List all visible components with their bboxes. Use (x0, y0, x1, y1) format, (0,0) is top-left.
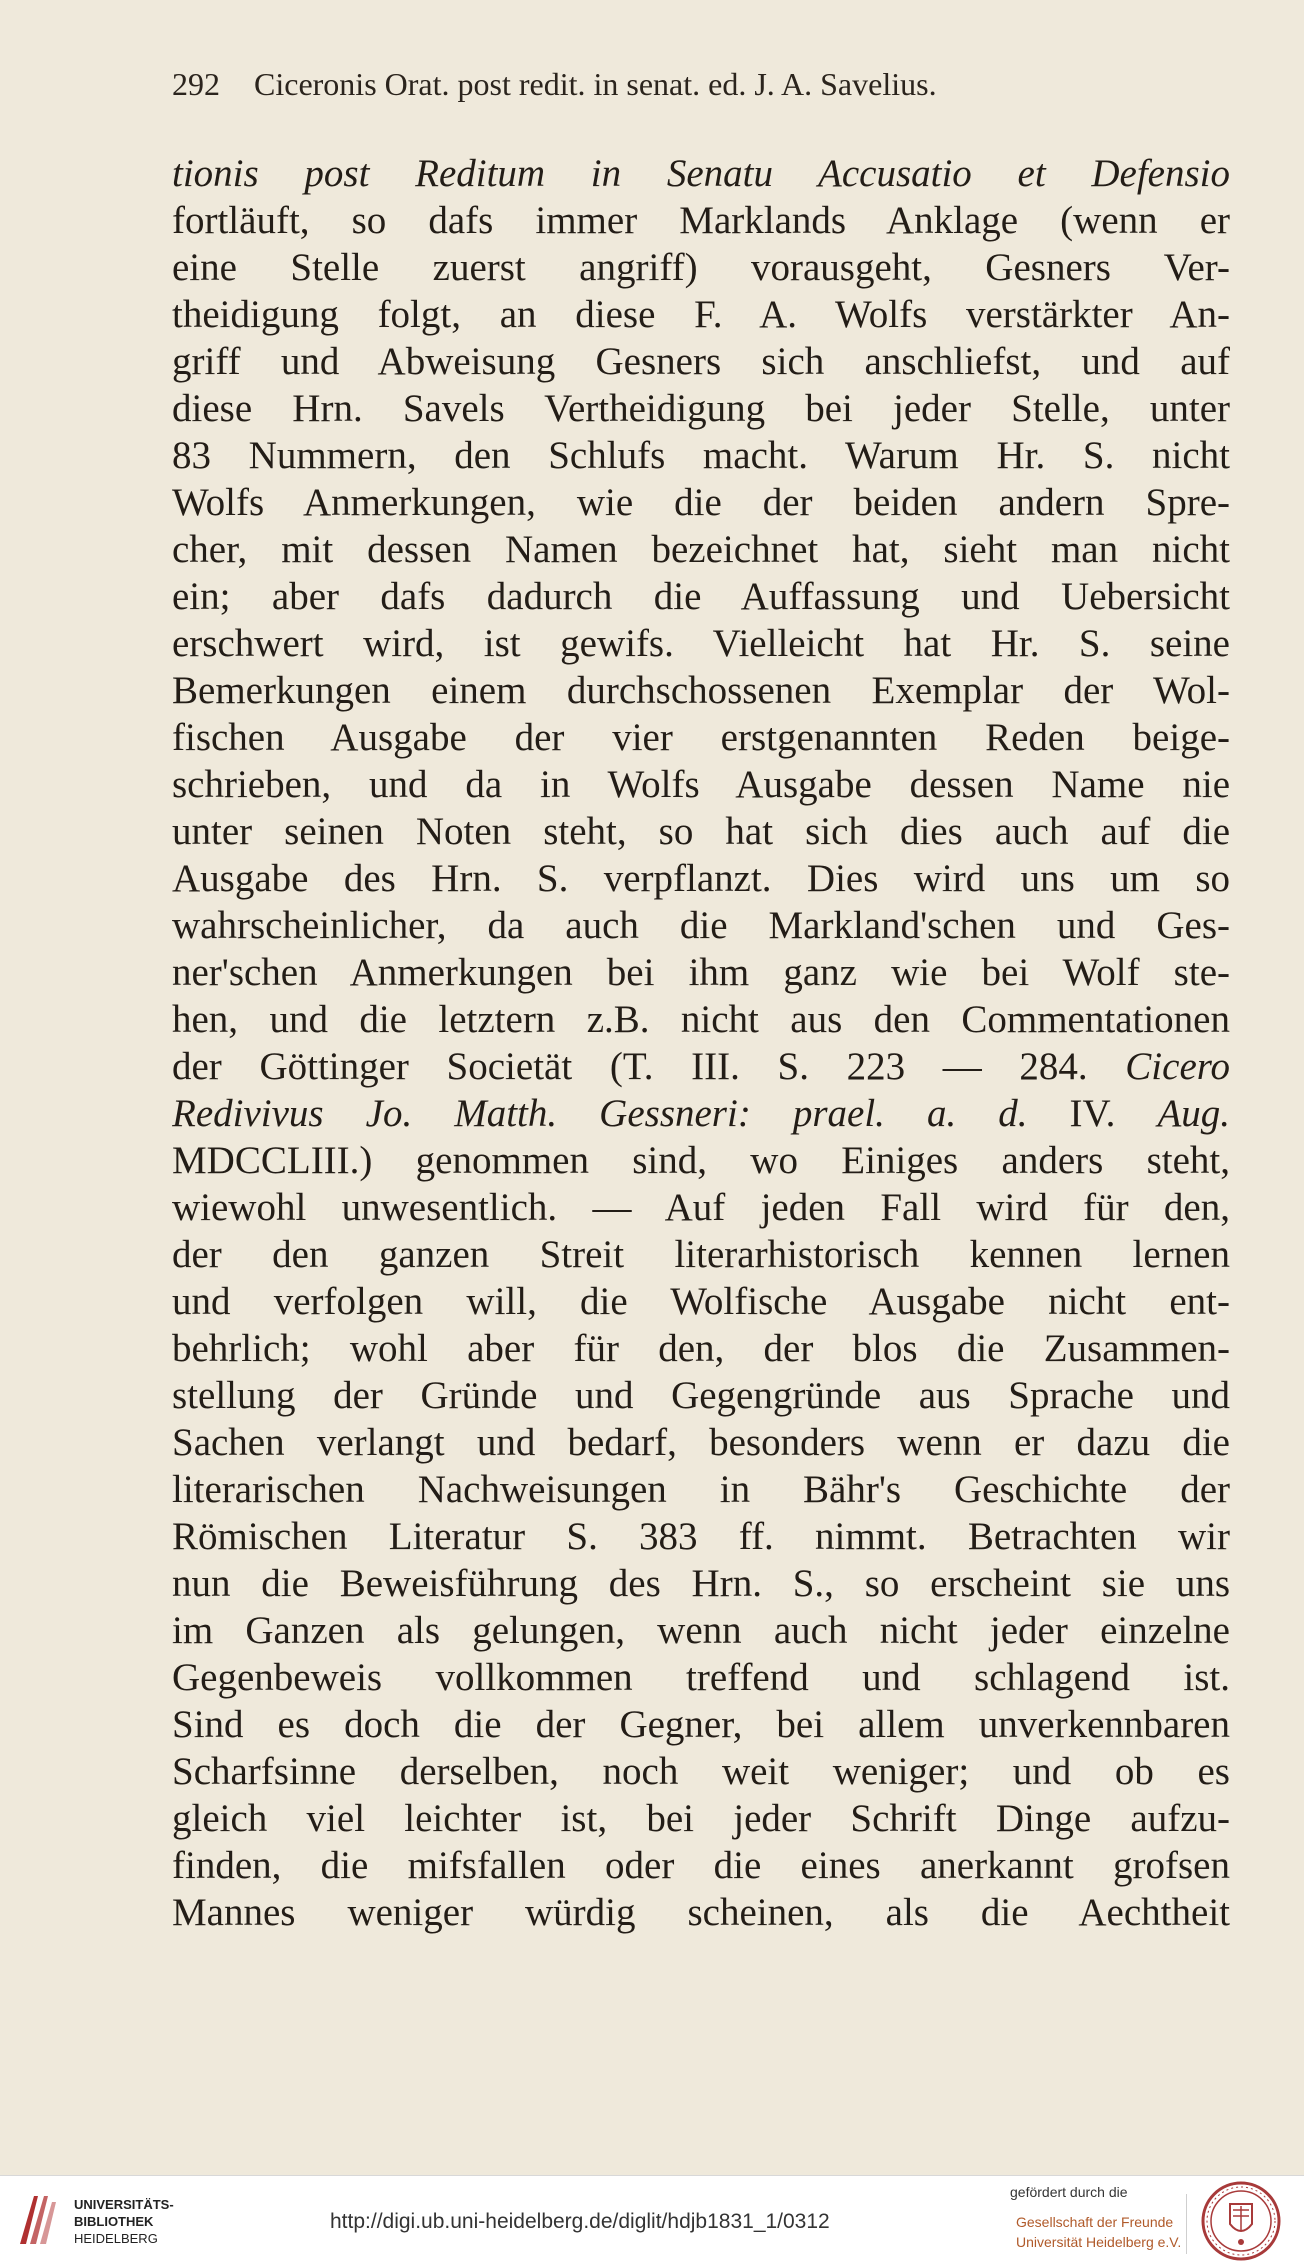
library-name-line: UNIVERSITÄTS- (74, 2197, 174, 2212)
text-line: cher, mit dessen Namen bezeichnet hat, sieht man nicht (172, 528, 1230, 571)
text-line: griff und Abweisung Gesners sich anschliefst, und auf (172, 340, 1230, 383)
text-line: erschwert wird, ist gewifs. Vielleicht hat Hr. S. seine (172, 622, 1230, 665)
text-line: fortläuft, so dafs immer Marklands Anklage (wenn er (172, 199, 1230, 242)
library-name (74, 2196, 174, 2247)
text-line: ein; aber dafs dadurch die Auffassung und Uebersicht (172, 575, 1230, 618)
text-line-mixed (172, 1090, 1230, 1137)
text-line: tionis post Reditum in Senatu Accusatio et Defensio (172, 152, 1230, 195)
text-line: 83 Nummern, den Schlufs macht. Warum Hr. S. nicht (172, 434, 1230, 477)
text-line: unter seinen Noten steht, so hat sich dies auch auf die (172, 810, 1230, 853)
text-line: Scharfsinne derselben, noch weit weniger; und ob es (172, 1750, 1230, 1793)
running-title: Ciceronis Orat. post redit. in senat. ed. J. A. Savelius. (254, 66, 937, 102)
text-line: MDCCLIII.) genommen sind, wo Einiges anders steht, (172, 1139, 1230, 1182)
text-line: diese Hrn. Savels Vertheidigung bei jeder Stelle, unter (172, 387, 1230, 430)
text-segment-italic: Cicero (1125, 1045, 1230, 1088)
text-line: gleich viel leichter ist, bei jeder Schrift Dinge aufzu- (172, 1797, 1230, 1840)
text-line: theidigung folgt, an diese F. A. Wolfs verstärkter An- (172, 293, 1230, 336)
text-line: Ausgabe des Hrn. S. verpflanzt. Dies wird uns um so (172, 857, 1230, 900)
text-segment-italic: Aug. (1157, 1092, 1230, 1135)
text-line: behrlich; wohl aber für den, der blos die Zusammen- (172, 1327, 1230, 1370)
text-line-mixed (172, 1043, 1230, 1090)
text-line: eine Stelle zuerst angriff) vorausgeht, Gesners Ver- (172, 246, 1230, 289)
text-line: Römischen Literatur S. 383 ff. nimmt. Betrachten wir (172, 1515, 1230, 1558)
text-line: im Ganzen als gelungen, wenn auch nicht jeder einzelne (172, 1609, 1230, 1652)
digitization-footer (0, 2175, 1304, 2265)
text-line: Sind es doch die der Gegner, bei allem unverkennbaren (172, 1703, 1230, 1746)
library-logo-icon (14, 2190, 58, 2250)
text-line: Gegenbeweis vollkommen treffend und schlagend ist. (172, 1656, 1230, 1699)
text-line: finden, die mifsfallen oder die eines anerkannt grofsen (172, 1844, 1230, 1887)
text-line: literarischen Nachweisungen in Bähr's Geschichte der (172, 1468, 1230, 1511)
text-line: Sachen verlangt und bedarf, besonders wenn er dazu die (172, 1421, 1230, 1464)
text-segment-italic: Redivivus Jo. Matth. Gessneri: prael. a. d. (172, 1092, 1028, 1135)
text-line: wahrscheinlicher, da auch die Markland'schen und Ges- (172, 904, 1230, 947)
text-line: Bemerkungen einem durchschossenen Exemplar der Wol- (172, 669, 1230, 712)
text-line: Mannes weniger würdig scheinen, als die Aechtheit (172, 1891, 1230, 1934)
library-name-line: HEIDELBERG (74, 2231, 158, 2246)
footer-divider (1186, 2194, 1187, 2254)
body-text (172, 150, 1230, 1936)
text-line: nun die Beweisführung des Hrn. S., so erscheint sie uns (172, 1562, 1230, 1605)
sponsor-name (1016, 2212, 1181, 2252)
text-line: schrieben, und da in Wolfs Ausgabe dessen Name nie (172, 763, 1230, 806)
text-segment: der Göttinger Societät (T. III. S. 223 — 284. (172, 1045, 1088, 1088)
running-header (172, 66, 1130, 103)
text-line: hen, und die letztern z.B. nicht aus den Commentationen (172, 998, 1230, 1041)
text-line: Wolfs Anmerkungen, wie die der beiden andern Spre- (172, 481, 1230, 524)
text-line: wiewohl unwesentlich. — Auf jeden Fall wird für den, (172, 1186, 1230, 1229)
text-line: der den ganzen Streit literarhistorisch kennen lernen (172, 1233, 1230, 1276)
text-line: und verfolgen will, die Wolfische Ausgabe nicht ent- (172, 1280, 1230, 1323)
university-seal-icon (1200, 2180, 1282, 2262)
text-line: fischen Ausgabe der vier erstgenannten Reden beige- (172, 716, 1230, 759)
sponsor-name-line: Universität Heidelberg e.V. (1016, 2234, 1182, 2250)
sponsor-name-line: Gesellschaft der Freunde (1016, 2214, 1174, 2230)
source-url-link[interactable]: http://digi.ub.uni-heidelberg.de/diglit/hdjb1831_1/0312 (330, 2210, 830, 2233)
text-line: stellung der Gründe und Gegengründe aus Sprache und (172, 1374, 1230, 1417)
text-line: ner'schen Anmerkungen bei ihm ganz wie bei Wolf ste- (172, 951, 1230, 994)
text-segment: IV. (1069, 1092, 1116, 1135)
page-number: 292 (172, 66, 220, 102)
library-name-line: BIBLIOTHEK (74, 2214, 154, 2229)
sponsor-label: gefördert durch die (1010, 2184, 1128, 2200)
